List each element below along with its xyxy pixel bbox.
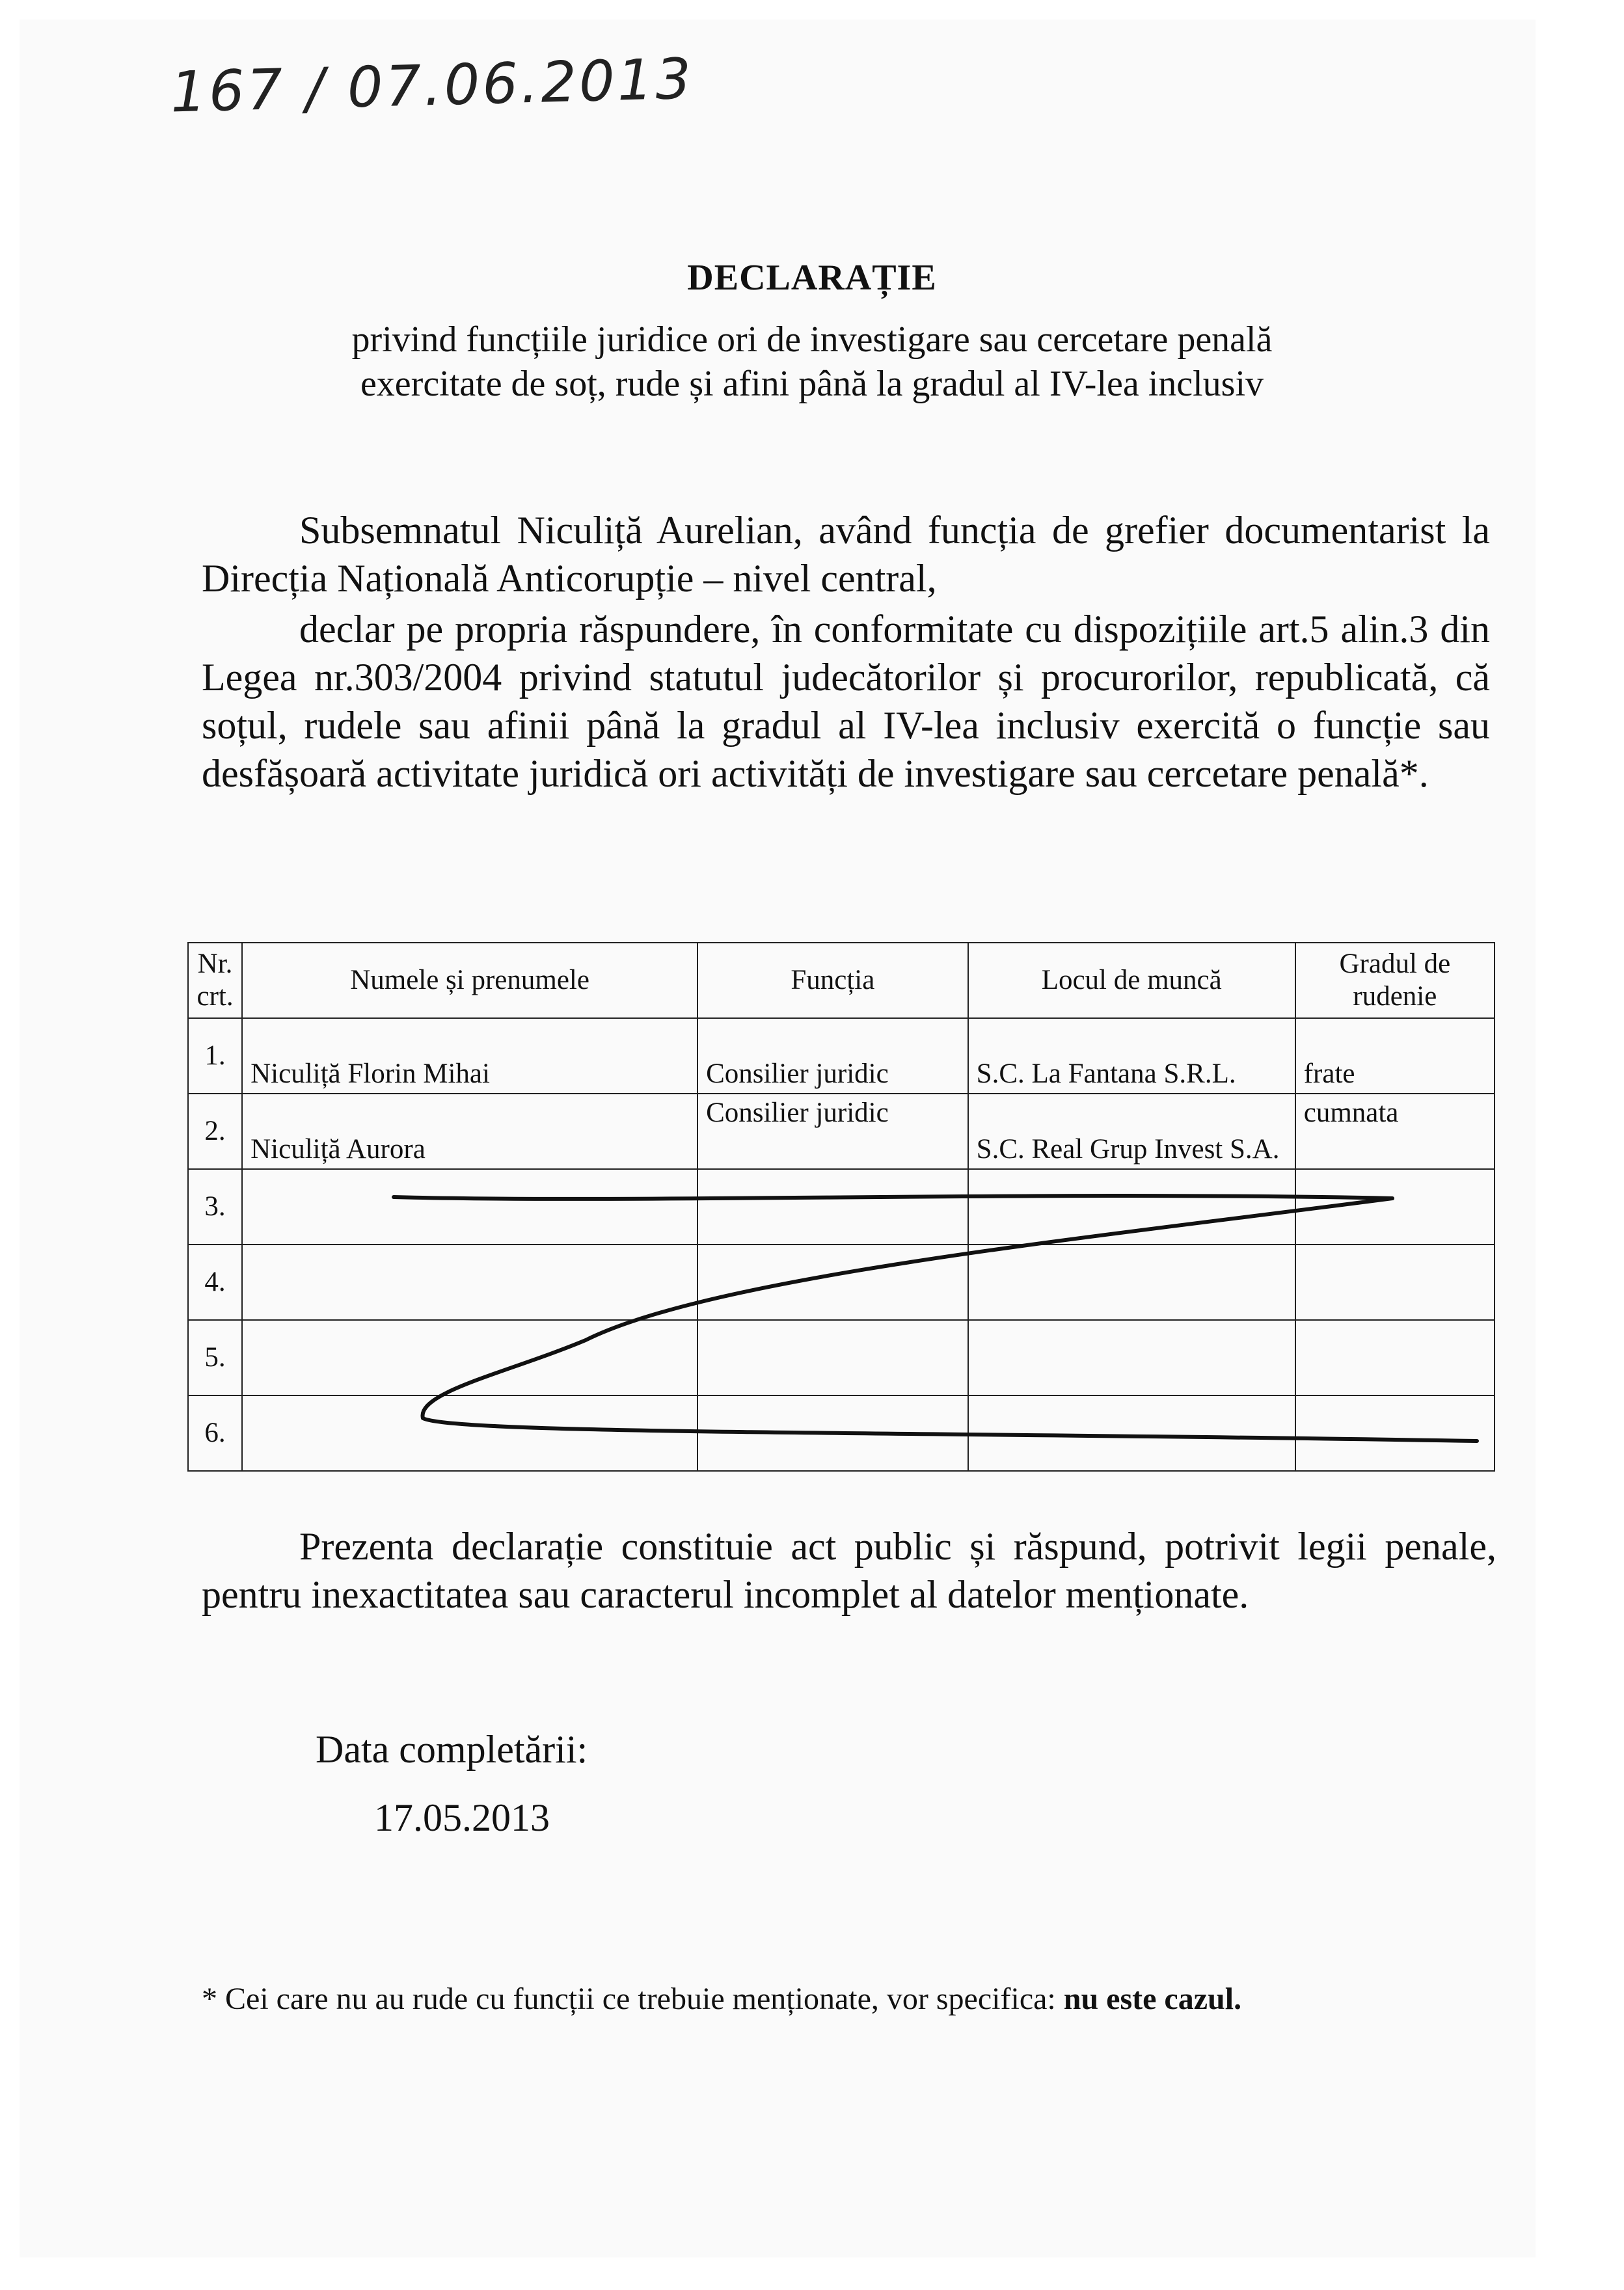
table-row	[188, 1094, 1495, 1169]
row-name: Niculiță Florin Mihai	[242, 1018, 697, 1094]
completion-date-value: 17.05.2013	[374, 1796, 550, 1839]
row-degree	[1295, 1320, 1495, 1395]
row-nr: 4.	[188, 1245, 242, 1320]
table-row	[188, 1018, 1495, 1094]
table-row	[188, 1169, 1495, 1245]
subtitle-line-2: exercitate de soț, rude și afini până la gradul al IV-lea inclusiv	[360, 364, 1264, 404]
table-row	[188, 1395, 1495, 1471]
declarant-paragraph: Subsemnatul Niculiță Aurelian, având funcția de grefier documentarist la Direcția Națională Anticorupție – nivel central,	[202, 509, 1490, 600]
handwritten-registration-number: 167 / 07.06.2013	[169, 46, 695, 126]
row-function: Consilier juridic	[697, 1018, 968, 1094]
row-nr: 6.	[188, 1395, 242, 1471]
completion-date-label: Data completării:	[316, 1728, 588, 1771]
row-name	[242, 1395, 697, 1471]
row-degree: frate	[1295, 1018, 1495, 1094]
row-workplace: S.C. Real Grup Invest S.A.	[968, 1094, 1295, 1169]
row-degree: cumnata	[1295, 1094, 1495, 1169]
header-workplace: Locul de muncă	[968, 943, 1295, 1018]
row-degree	[1295, 1245, 1495, 1320]
row-degree	[1295, 1169, 1495, 1245]
row-workplace: S.C. La Fantana S.R.L.	[968, 1018, 1295, 1094]
row-workplace	[968, 1245, 1295, 1320]
header-name: Numele și prenumele	[242, 943, 697, 1018]
row-workplace	[968, 1169, 1295, 1245]
row-nr: 2.	[188, 1094, 242, 1169]
row-function	[697, 1169, 968, 1245]
declaration-paragraph: declar pe propria răspundere, în conformitate cu dispozițiile art.5 alin.3 din Legea nr.303/2004 privind statutul judecătorilor și procurorilor, republicată, că soțul, rudele sau afinii până la gradul al IV-lea inclusiv exercită o funcție sau desfășoară activitate juridică ori activități de investigare sau cercetare penală*.	[202, 608, 1490, 795]
table-header-row	[188, 943, 1495, 1018]
row-workplace	[968, 1395, 1295, 1471]
header-nr: Nr. crt.	[188, 943, 242, 1018]
subtitle-line-1: privind funcțiile juridice ori de investigare sau cercetare penală	[351, 319, 1273, 360]
row-workplace	[968, 1320, 1295, 1395]
document-title: DECLARAȚIE	[687, 258, 937, 298]
row-name	[242, 1320, 697, 1395]
header-degree: Gradul de rudenie	[1295, 943, 1495, 1018]
footnote-emphasis: nu este cazul.	[1063, 1982, 1242, 2016]
row-name	[242, 1245, 697, 1320]
row-name: Niculiță Aurora	[242, 1094, 697, 1169]
row-function	[697, 1395, 968, 1471]
closing-statement: Prezenta declarație constituie act public și răspund, potrivit legii penale, pentru inexactitatea sau caracterul incomplet al datelor menționate.	[202, 1525, 1496, 1616]
header-function: Funcția	[697, 943, 968, 1018]
row-name	[242, 1169, 697, 1245]
table-row	[188, 1320, 1495, 1395]
row-function	[697, 1245, 968, 1320]
row-function	[697, 1320, 968, 1395]
footnote-text: * Cei care nu au rude cu funcții ce trebuie menționate, vor specifica:	[202, 1982, 1056, 2016]
table-row	[188, 1245, 1495, 1320]
row-nr: 1.	[188, 1018, 242, 1094]
row-nr: 3.	[188, 1169, 242, 1245]
relatives-table	[187, 942, 1495, 1472]
row-nr: 5.	[188, 1320, 242, 1395]
row-function: Consilier juridic	[697, 1094, 968, 1169]
footnote	[202, 1981, 1241, 2017]
row-degree	[1295, 1395, 1495, 1471]
